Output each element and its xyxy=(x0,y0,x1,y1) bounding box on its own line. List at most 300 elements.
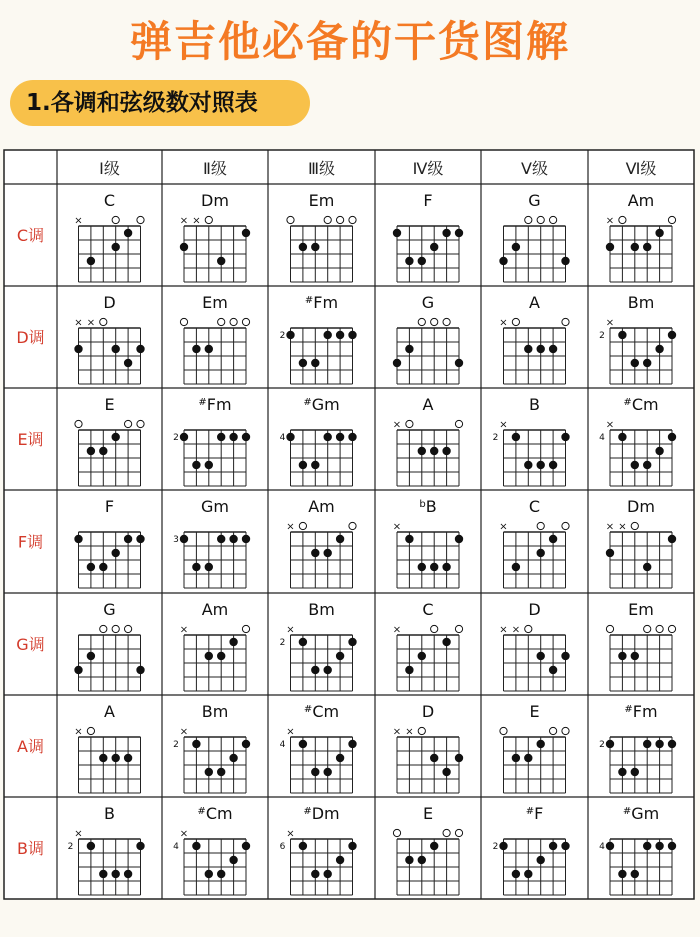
open-string-marker xyxy=(418,318,425,325)
finger-dot xyxy=(74,666,82,674)
finger-dot xyxy=(74,535,82,543)
muted-string-marker: × xyxy=(405,726,414,738)
open-string-marker xyxy=(644,625,651,632)
fret-number: 4 xyxy=(599,433,605,443)
finger-dot xyxy=(655,229,663,237)
finger-dot xyxy=(311,549,319,557)
finger-dot xyxy=(442,768,450,776)
chord-name: Am xyxy=(627,191,655,210)
open-string-marker xyxy=(455,829,462,836)
finger-dot xyxy=(537,856,545,864)
finger-dot xyxy=(561,652,569,660)
finger-dot xyxy=(324,666,332,674)
finger-dot xyxy=(643,563,651,571)
column-header: Ⅴ级 xyxy=(521,159,548,178)
finger-dot xyxy=(242,229,250,237)
chord-name: E xyxy=(422,804,434,823)
finger-dot xyxy=(631,359,639,367)
finger-dot xyxy=(524,345,532,353)
open-string-marker xyxy=(324,216,331,223)
finger-dot xyxy=(643,461,651,469)
finger-dot xyxy=(512,433,520,441)
finger-dot xyxy=(348,638,356,646)
finger-dot xyxy=(299,461,307,469)
fret-number: 2 xyxy=(173,740,179,750)
column-header: Ⅳ级 xyxy=(412,159,444,178)
finger-dot xyxy=(499,257,507,265)
finger-dot xyxy=(192,842,200,850)
accidental-mark: # xyxy=(525,806,535,817)
muted-string-marker: × xyxy=(499,624,508,636)
accidental-mark: # xyxy=(624,704,633,715)
finger-dot xyxy=(205,345,213,353)
finger-dot xyxy=(668,535,676,543)
accidental-mark: # xyxy=(623,397,632,408)
finger-dot xyxy=(537,652,545,660)
open-string-marker xyxy=(137,216,144,223)
chord-name: D xyxy=(528,600,541,619)
accidental-mark: # xyxy=(304,295,314,306)
chord-name: Bm xyxy=(627,293,655,312)
finger-dot xyxy=(336,433,344,441)
chord-name: C xyxy=(422,600,434,619)
chord-root: Fm xyxy=(313,293,339,312)
finger-dot xyxy=(631,870,639,878)
finger-dot xyxy=(299,842,307,850)
key-label: A调 xyxy=(17,737,44,756)
finger-dot xyxy=(348,842,356,850)
finger-dot xyxy=(136,842,144,850)
finger-dot xyxy=(124,535,132,543)
finger-dot xyxy=(324,768,332,776)
finger-dot xyxy=(348,740,356,748)
finger-dot xyxy=(430,243,438,251)
finger-dot xyxy=(112,549,120,557)
chord-name: Em xyxy=(628,600,654,619)
finger-dot xyxy=(618,870,626,878)
finger-dot xyxy=(405,345,413,353)
finger-dot xyxy=(217,433,225,441)
finger-dot xyxy=(393,359,401,367)
finger-dot xyxy=(606,549,614,557)
finger-dot xyxy=(655,345,663,353)
key-label: G调 xyxy=(16,635,45,654)
chord-name: B xyxy=(529,395,540,414)
chord-root: Dm xyxy=(311,804,340,823)
finger-dot xyxy=(455,229,463,237)
finger-dot xyxy=(286,331,294,339)
column-header: Ⅵ级 xyxy=(625,159,657,178)
finger-dot xyxy=(336,652,344,660)
open-string-marker xyxy=(562,522,569,529)
finger-dot xyxy=(643,740,651,748)
finger-dot xyxy=(136,345,144,353)
muted-string-marker: × xyxy=(286,726,295,738)
fret-number: 2 xyxy=(67,842,74,852)
finger-dot xyxy=(537,461,545,469)
open-string-marker xyxy=(431,318,438,325)
chord-root: Cm xyxy=(205,804,233,823)
open-string-marker xyxy=(525,216,532,223)
muted-string-marker: × xyxy=(286,521,295,533)
open-string-marker xyxy=(525,625,532,632)
finger-dot xyxy=(192,345,200,353)
finger-dot xyxy=(324,331,332,339)
finger-dot xyxy=(324,433,332,441)
accidental-mark: # xyxy=(197,806,206,817)
chord-name: Em xyxy=(202,293,228,312)
open-string-marker xyxy=(242,318,249,325)
finger-dot xyxy=(405,856,413,864)
open-string-marker xyxy=(349,522,356,529)
fret-number: 4 xyxy=(599,842,605,852)
chord-name: Em xyxy=(308,191,335,210)
finger-dot xyxy=(242,433,250,441)
finger-dot xyxy=(229,433,237,441)
finger-dot xyxy=(324,549,332,557)
finger-dot xyxy=(192,563,200,571)
open-string-marker xyxy=(418,727,425,734)
open-string-marker xyxy=(631,522,638,529)
finger-dot xyxy=(311,870,319,878)
chord-root: Gm xyxy=(631,804,660,823)
finger-dot xyxy=(618,652,626,660)
finger-dot xyxy=(643,243,651,251)
open-string-marker xyxy=(455,625,462,632)
finger-dot xyxy=(418,652,426,660)
fret-number: 2 xyxy=(279,331,286,341)
chord-name: B xyxy=(104,804,115,823)
finger-dot xyxy=(549,842,557,850)
finger-dot xyxy=(618,331,626,339)
finger-dot xyxy=(405,666,413,674)
open-string-marker xyxy=(562,318,569,325)
finger-dot xyxy=(418,447,426,455)
finger-dot xyxy=(205,461,213,469)
chord-name: Bm xyxy=(201,702,229,721)
finger-dot xyxy=(524,461,532,469)
finger-dot xyxy=(217,257,225,265)
finger-dot xyxy=(112,243,120,251)
open-string-marker xyxy=(337,216,344,223)
fret-number: 2 xyxy=(492,433,499,443)
accidental-mark: # xyxy=(303,704,313,715)
finger-dot xyxy=(99,870,107,878)
chord-name: A xyxy=(422,395,434,414)
finger-dot xyxy=(299,638,307,646)
open-string-marker xyxy=(125,420,132,427)
finger-dot xyxy=(205,563,213,571)
muted-string-marker: × xyxy=(605,521,615,533)
column-header: Ⅲ级 xyxy=(307,159,336,178)
finger-dot xyxy=(668,331,676,339)
key-label: D调 xyxy=(16,328,45,347)
chord-name: G xyxy=(528,191,541,210)
finger-dot xyxy=(242,842,250,850)
finger-dot xyxy=(205,870,213,878)
column-header: Ⅱ级 xyxy=(203,159,227,178)
chord-root: B xyxy=(425,497,437,516)
finger-dot xyxy=(442,563,450,571)
open-string-marker xyxy=(112,625,119,632)
muted-string-marker: × xyxy=(179,828,189,840)
fret-number: 2 xyxy=(173,433,179,443)
finger-dot xyxy=(112,754,120,762)
finger-dot xyxy=(311,243,319,251)
muted-string-marker: × xyxy=(74,726,83,738)
finger-dot xyxy=(348,433,356,441)
muted-string-marker: × xyxy=(605,317,615,329)
finger-dot xyxy=(124,754,132,762)
open-string-marker xyxy=(349,216,356,223)
finger-dot xyxy=(512,754,520,762)
chord-name: E xyxy=(104,395,115,414)
chord-name: D xyxy=(103,293,116,312)
finger-dot xyxy=(124,359,132,367)
fret-number: 4 xyxy=(173,842,179,852)
finger-dot xyxy=(311,461,319,469)
open-string-marker xyxy=(455,420,462,427)
muted-string-marker: × xyxy=(179,624,189,636)
finger-dot xyxy=(242,535,250,543)
finger-dot xyxy=(217,768,225,776)
open-string-marker xyxy=(137,420,144,427)
finger-dot xyxy=(418,257,426,265)
fret-number: 2 xyxy=(599,331,605,341)
open-string-marker xyxy=(500,727,507,734)
finger-dot xyxy=(336,754,344,762)
finger-dot xyxy=(405,535,413,543)
open-string-marker xyxy=(550,727,557,734)
finger-dot xyxy=(192,740,200,748)
open-string-marker xyxy=(100,318,107,325)
open-string-marker xyxy=(656,625,663,632)
finger-dot xyxy=(99,447,107,455)
finger-dot xyxy=(643,359,651,367)
chord-name: Am xyxy=(201,600,229,619)
finger-dot xyxy=(537,740,545,748)
finger-dot xyxy=(499,842,507,850)
finger-dot xyxy=(512,563,520,571)
finger-dot xyxy=(631,243,639,251)
chord-root: Gm xyxy=(311,395,340,414)
muted-string-marker: × xyxy=(74,215,83,227)
muted-string-marker: × xyxy=(74,317,83,329)
chord-root: Cm xyxy=(631,395,659,414)
finger-dot xyxy=(124,870,132,878)
muted-string-marker: × xyxy=(179,215,189,227)
finger-dot xyxy=(217,535,225,543)
finger-dot xyxy=(455,535,463,543)
open-string-marker xyxy=(125,625,132,632)
finger-dot xyxy=(205,652,213,660)
finger-dot xyxy=(430,447,438,455)
open-string-marker xyxy=(180,318,187,325)
finger-dot xyxy=(561,842,569,850)
finger-dot xyxy=(192,461,200,469)
finger-dot xyxy=(336,535,344,543)
chord-name: G xyxy=(421,293,435,312)
finger-dot xyxy=(618,433,626,441)
finger-dot xyxy=(87,563,95,571)
accidental-mark: # xyxy=(622,806,632,817)
open-string-marker xyxy=(550,216,557,223)
finger-dot xyxy=(336,856,344,864)
finger-dot xyxy=(512,870,520,878)
finger-dot xyxy=(112,345,120,353)
open-string-marker xyxy=(218,318,225,325)
chord-name: Bm xyxy=(308,600,335,619)
muted-string-marker: × xyxy=(499,317,508,329)
open-string-marker xyxy=(668,216,675,223)
muted-string-marker: × xyxy=(192,215,201,227)
fret-number: 2 xyxy=(492,842,499,852)
fret-number: 4 xyxy=(279,433,286,443)
fret-number: 2 xyxy=(279,638,286,648)
finger-dot xyxy=(442,638,450,646)
page-title: 弹吉他必备的干货图解 xyxy=(129,17,570,66)
open-string-marker xyxy=(100,625,107,632)
finger-dot xyxy=(549,535,557,543)
fret-number: 3 xyxy=(173,535,179,545)
finger-dot xyxy=(217,652,225,660)
finger-dot xyxy=(229,754,237,762)
open-string-marker xyxy=(242,625,249,632)
key-label: C调 xyxy=(16,226,45,245)
open-string-marker xyxy=(443,318,450,325)
chord-name: C xyxy=(528,497,541,516)
chord-name: A xyxy=(529,293,540,312)
open-string-marker xyxy=(287,216,294,223)
chord-name: F xyxy=(104,497,115,516)
finger-dot xyxy=(311,768,319,776)
finger-dot xyxy=(180,433,188,441)
finger-dot xyxy=(442,229,450,237)
chord-root: Cm xyxy=(312,702,340,721)
open-string-marker xyxy=(87,727,94,734)
finger-dot xyxy=(136,535,144,543)
finger-dot xyxy=(180,243,188,251)
finger-dot xyxy=(524,870,532,878)
muted-string-marker: × xyxy=(605,215,615,227)
chord-name: E xyxy=(529,702,540,721)
open-string-marker xyxy=(112,216,119,223)
muted-string-marker: × xyxy=(392,521,402,533)
chord-root: Fm xyxy=(632,702,658,721)
finger-dot xyxy=(549,666,557,674)
chord-root: F xyxy=(534,804,544,823)
finger-dot xyxy=(655,740,663,748)
finger-dot xyxy=(430,842,438,850)
finger-dot xyxy=(87,447,95,455)
column-header: Ⅰ级 xyxy=(99,159,120,178)
open-string-marker xyxy=(406,420,413,427)
section-heading: 1.各调和弦级数对照表 xyxy=(10,80,310,126)
finger-dot xyxy=(537,549,545,557)
open-string-marker xyxy=(537,522,544,529)
finger-dot xyxy=(655,842,663,850)
finger-dot xyxy=(549,461,557,469)
muted-string-marker: × xyxy=(86,317,96,329)
finger-dot xyxy=(205,768,213,776)
key-label: F调 xyxy=(17,532,44,552)
open-string-marker xyxy=(668,625,675,632)
finger-dot xyxy=(87,257,95,265)
chord-root: Fm xyxy=(206,395,232,414)
chord-name: Dm xyxy=(627,497,655,516)
finger-dot xyxy=(655,447,663,455)
muted-string-marker: × xyxy=(392,624,402,636)
muted-string-marker: × xyxy=(511,624,521,636)
finger-dot xyxy=(606,740,614,748)
finger-dot xyxy=(87,652,95,660)
finger-dot xyxy=(418,563,426,571)
open-string-marker xyxy=(537,216,544,223)
finger-dot xyxy=(229,856,237,864)
fret-number: 2 xyxy=(599,740,605,750)
finger-dot xyxy=(299,740,307,748)
open-string-marker xyxy=(230,318,237,325)
finger-dot xyxy=(74,345,82,353)
finger-dot xyxy=(229,535,237,543)
open-string-marker xyxy=(606,625,613,632)
muted-string-marker: × xyxy=(392,419,402,431)
finger-dot xyxy=(430,754,438,762)
accidental-mark: # xyxy=(303,806,312,817)
finger-dot xyxy=(180,535,188,543)
accidental-mark: b xyxy=(419,499,426,510)
open-string-marker xyxy=(619,216,626,223)
finger-dot xyxy=(606,243,614,251)
muted-string-marker: × xyxy=(286,624,295,636)
finger-dot xyxy=(418,856,426,864)
finger-dot xyxy=(537,345,545,353)
finger-dot xyxy=(393,229,401,237)
muted-string-marker: × xyxy=(392,726,402,738)
chord-name: G xyxy=(103,600,116,619)
finger-dot xyxy=(336,331,344,339)
finger-dot xyxy=(299,243,307,251)
finger-dot xyxy=(324,870,332,878)
open-string-marker xyxy=(443,829,450,836)
finger-dot xyxy=(455,359,463,367)
muted-string-marker: × xyxy=(179,726,189,738)
muted-string-marker: × xyxy=(499,419,508,431)
finger-dot xyxy=(631,768,639,776)
finger-dot xyxy=(561,257,569,265)
finger-dot xyxy=(99,563,107,571)
chord-name: Am xyxy=(308,497,335,516)
finger-dot xyxy=(99,754,107,762)
open-string-marker xyxy=(75,420,82,427)
finger-dot xyxy=(631,461,639,469)
chord-name: Gm xyxy=(201,497,229,516)
finger-dot xyxy=(405,257,413,265)
chord-name: C xyxy=(103,191,116,210)
muted-string-marker: × xyxy=(74,828,83,840)
finger-dot xyxy=(87,842,95,850)
finger-dot xyxy=(217,870,225,878)
accidental-mark: # xyxy=(303,397,312,408)
finger-dot xyxy=(442,447,450,455)
chord-name: A xyxy=(104,702,115,721)
finger-dot xyxy=(242,740,250,748)
finger-dot xyxy=(311,666,319,674)
finger-dot xyxy=(668,740,676,748)
muted-string-marker: × xyxy=(618,521,627,533)
open-string-marker xyxy=(431,625,438,632)
finger-dot xyxy=(668,433,676,441)
